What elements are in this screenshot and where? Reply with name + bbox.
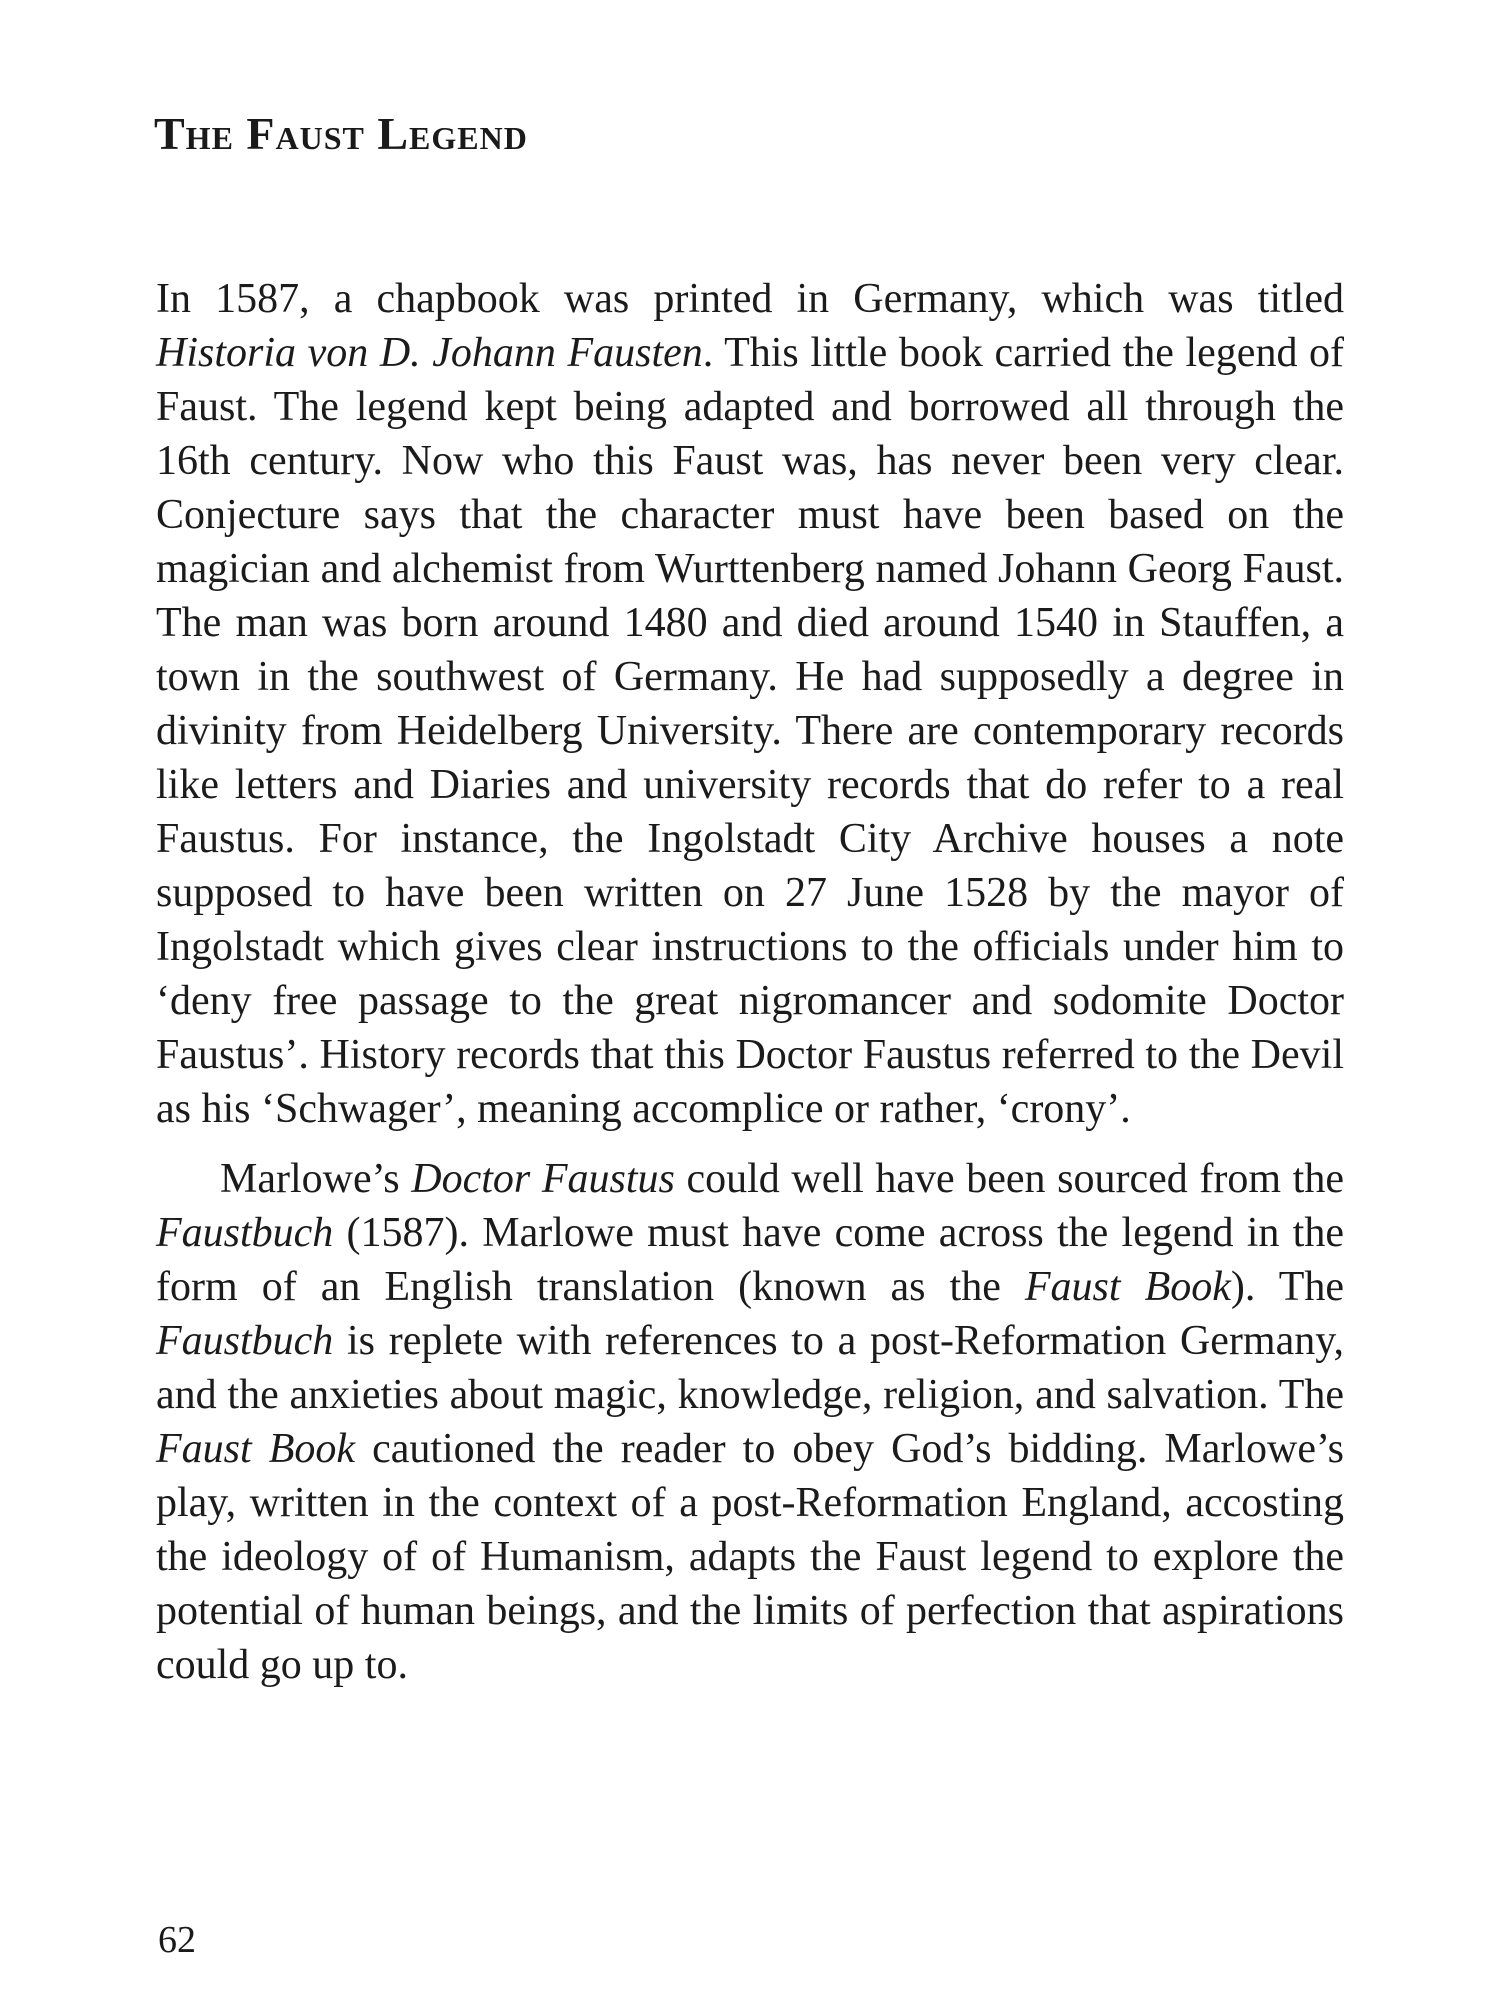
italic-title-run: Faustbuch [156,1210,334,1256]
chapter-title: The Faust Legend [154,108,528,159]
text-run: Marlowe’s [220,1156,412,1202]
paragraph-2 [156,1152,1344,1692]
italic-title-run: Faust Book [1024,1264,1231,1310]
italic-title-run: Doctor Faustus [411,1156,675,1202]
text-run: is replete with references to a post-Reformation Germany, and the anxieties about magic, knowledge, religion, and salvation. The [156,1318,1344,1418]
text-run: could well have been sourced from the [674,1156,1344,1202]
text-run: . This little book carried the legend of Faust. The legend kept being adapted and borrowed all through the 16th century. Now who this Faust was, has never been very clear. Conjecture says that the character must have been based on the magician and alchemist from Wurttenberg named Johann Georg Faust. The man was born around 1480 and died around 1540 in Stauffen, a town in the southwest of Germany. He had supposedly a degree in divinity from Heidelberg University. There are contemporary records like letters and Diaries and university records that do refer to a real Faustus. For instance, the Ingolstadt City Archive houses a note supposed to have been written on 27 June 1528 by the mayor of Ingolstadt which gives clear instructions to the officials under him to ‘deny free passage to the great nigromancer and sodomite Doctor Faustus’. History records that this Doctor Faustus referred to the Devil as his ‘Schwager’, meaning accomplice or rather, ‘crony’. [156,330,1345,1132]
italic-title-run: Historia von D. Johann Fausten [156,330,703,376]
italic-title-run: Faustbuch [156,1318,334,1364]
text-run: In 1587, a chapbook was printed in Germany, which was titled [156,276,1344,322]
text-run: (1587). Marlowe must have come across the legend in the form of an English translation (known as the [156,1210,1344,1310]
page-number: 62 [158,1919,196,1961]
body-text [156,272,1344,1692]
text-run: cautioned the reader to obey God’s bidding. Marlowe’s play, written in the context of a post-Reformation England, accosting the ideology of of Humanism, adapts the Faust legend to explore the potential of human beings, and the limits of perfection that aspirations could go up to. [156,1426,1344,1688]
paragraph-1 [156,272,1344,1136]
italic-title-run: Faust Book [156,1426,356,1472]
text-run: ). The [1230,1264,1344,1310]
